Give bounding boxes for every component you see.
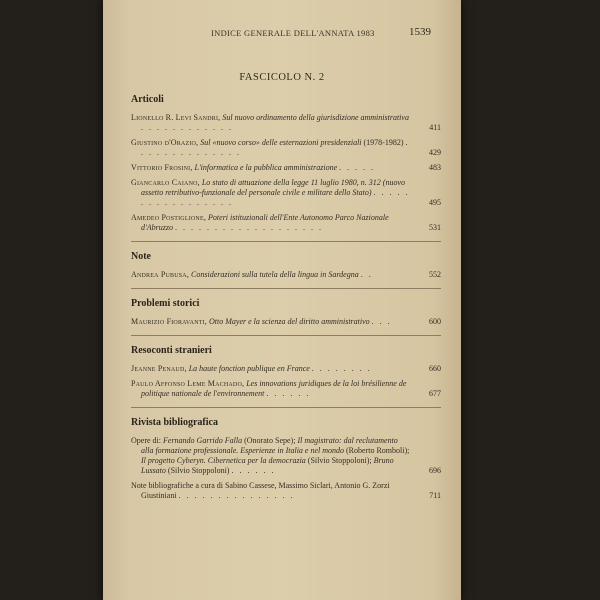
entry-detail: (1978-1982) bbox=[363, 138, 404, 147]
toc-entry bbox=[131, 178, 441, 208]
entry-page: 696 bbox=[429, 466, 441, 475]
entry-page: 600 bbox=[429, 317, 441, 326]
book-page bbox=[103, 0, 461, 600]
entry-title: Les innovations juridiques de la loi brésilienne de politique nationale de l'environnement bbox=[141, 379, 407, 398]
section-heading-rivista-bibliografica: Rivista bibliografica bbox=[131, 417, 218, 428]
entry-text: Opere di: bbox=[131, 436, 161, 445]
section-heading-articoli: Articoli bbox=[131, 94, 164, 105]
toc-entry bbox=[131, 113, 441, 133]
entry-author: Vittorio Frosini, bbox=[131, 163, 193, 172]
entry-author: Jeanne Penaud, bbox=[131, 364, 187, 373]
entry-title: Il progetto Cyberyn. Cibernetica per la democrazia bbox=[141, 456, 306, 465]
leader-dots: . . . . . . . . bbox=[311, 364, 372, 373]
entry-page: 677 bbox=[429, 389, 441, 398]
section-divider bbox=[131, 241, 441, 242]
entry-page: 429 bbox=[429, 148, 441, 157]
toc-entry bbox=[131, 436, 441, 476]
table-of-contents bbox=[131, 94, 441, 506]
entry-reviewer: (Silvio Stoppoloni); bbox=[307, 456, 372, 465]
section-divider bbox=[131, 288, 441, 289]
section-heading-resoconti-stranieri: Resoconti stranieri bbox=[131, 345, 212, 356]
entry-author: Giancarlo Caiano, bbox=[131, 178, 200, 187]
entry-page: 531 bbox=[429, 223, 441, 232]
section-heading-note: Note bbox=[131, 251, 151, 262]
entry-author: Amedeo Postiglione, bbox=[131, 213, 207, 222]
entry-title: Poteri istituzionali dell'Ente Autonomo Parco Nazionale d'Abruzzo bbox=[141, 213, 389, 232]
entry-title: Lo stato di attuazione della legge 11 luglio 1980, n. 312 (nuovo assetto retributivo-funzionale del personale civile e militare dello Stato) bbox=[141, 178, 406, 197]
entry-reviewer: (Roberto Romboli); bbox=[346, 446, 410, 455]
entry-title: Sul nuovo ordinamento della giurisdizione amministrativa bbox=[222, 113, 409, 122]
section-divider bbox=[131, 335, 441, 336]
toc-entry bbox=[131, 213, 441, 233]
toc-entry bbox=[131, 317, 441, 327]
running-title: INDICE GENERALE DELL'ANNATA 1983 bbox=[211, 28, 375, 38]
entry-page: 411 bbox=[429, 123, 441, 132]
page-number: 1539 bbox=[409, 26, 431, 38]
entry-page: 483 bbox=[429, 163, 441, 172]
entry-reviewer: (Silvio Stoppoloni) bbox=[167, 466, 230, 475]
entry-title: Bruno Lussato bbox=[141, 456, 394, 475]
entry-author: Paulo Affonso Leme Machado, bbox=[131, 379, 245, 388]
leader-dots: . . . . . . . . . . . . bbox=[141, 123, 233, 132]
toc-entry bbox=[131, 270, 441, 280]
entry-page: 552 bbox=[429, 270, 441, 279]
entry-title: Considerazioni sulla tutela della lingua in Sardegna bbox=[191, 270, 359, 279]
leader-dots: . . . bbox=[371, 317, 392, 326]
entry-title: Otto Mayer e la scienza del diritto amministrativo bbox=[209, 317, 370, 326]
toc-entry bbox=[131, 138, 441, 158]
entry-text: Note bibliografiche a cura di Sabino Cassese, Massimo Siclari, Antonio G. Zorzi Giustiniani bbox=[131, 481, 390, 500]
section-divider bbox=[131, 407, 441, 408]
entry-reviewer: (Onorato Sepe); bbox=[244, 436, 296, 445]
toc-entry bbox=[131, 364, 441, 374]
entry-author: Andrea Pubusa, bbox=[131, 270, 190, 279]
leader-dots: . . . . . bbox=[339, 163, 376, 172]
leader-dots: . . . . . . . . . . . . . . . . . bbox=[141, 188, 410, 207]
entry-title: Sul «nuovo corso» delle esternazioni presidenziali bbox=[200, 138, 362, 147]
section-heading-problemi-storici: Problemi storici bbox=[131, 298, 200, 309]
entry-author: Giustino d'Orazio, bbox=[131, 138, 199, 147]
leader-dots: . . . . . . . . . . . . . . . . . . . bbox=[174, 223, 323, 232]
issue-title: FASCICOLO N. 2 bbox=[239, 72, 325, 83]
running-head bbox=[103, 28, 461, 42]
entry-title: La haute fonction publique en France bbox=[188, 364, 310, 373]
entry-title: Il magistrato: dal reclutamento alla formazione professionale. Esperienze in Italia e nel mondo bbox=[141, 436, 398, 455]
entry-page: 660 bbox=[429, 364, 441, 373]
toc-entry bbox=[131, 481, 441, 501]
entry-author: Maurizio Fioravanti, bbox=[131, 317, 208, 326]
leader-dots: . . . . . . bbox=[231, 466, 276, 475]
leader-dots: . . . . . . . . . . . . . . . bbox=[178, 491, 295, 500]
entry-title: L'informatica e la pubblica amministrazione bbox=[194, 163, 338, 172]
entry-author: Lionello R. Levi Sandri, bbox=[131, 113, 221, 122]
toc-entry bbox=[131, 163, 441, 173]
leader-dots: . . . . . . . . . . . . . . bbox=[141, 138, 410, 157]
entry-title: Fernando Garrido Falla bbox=[163, 436, 243, 445]
entry-page: 495 bbox=[429, 198, 441, 207]
leader-dots: . . . . . . bbox=[266, 389, 311, 398]
leader-dots: . . bbox=[360, 270, 373, 279]
entry-page: 711 bbox=[429, 491, 441, 500]
toc-entry bbox=[131, 379, 441, 399]
